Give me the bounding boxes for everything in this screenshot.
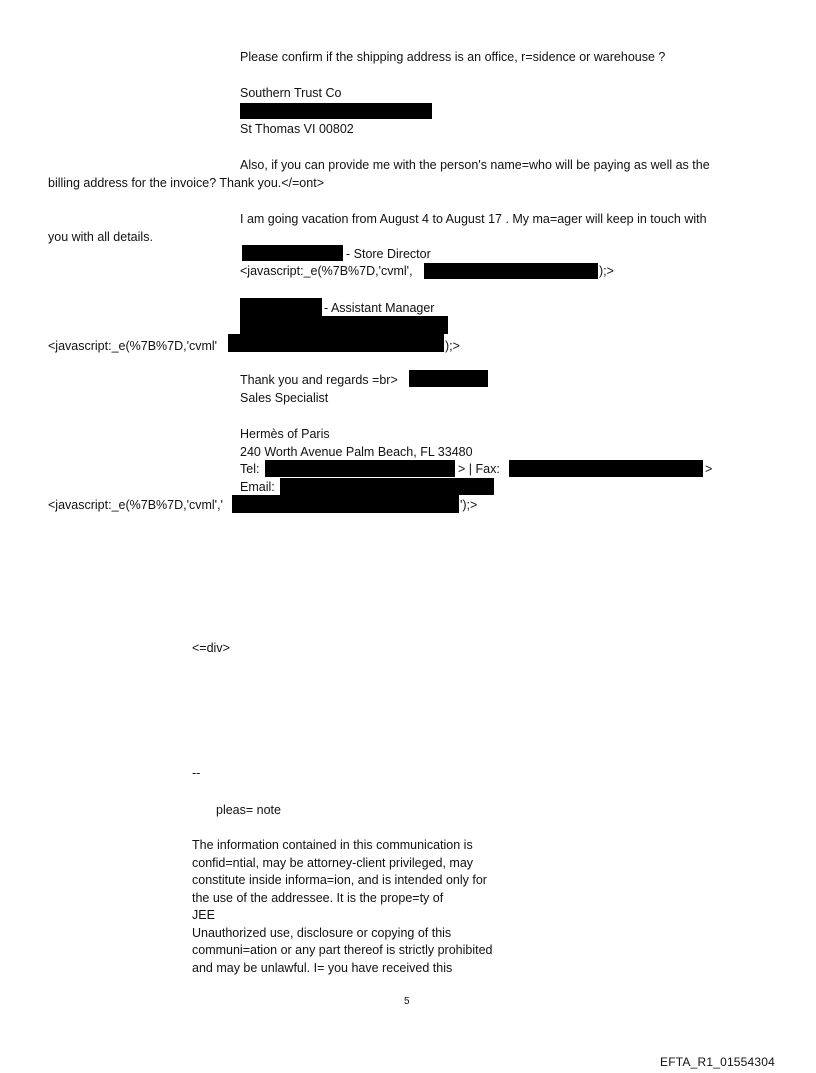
redaction-bar	[232, 495, 459, 513]
javascript-link-1: <javascript:_e(%7B%7D,'cvml',	[240, 264, 413, 278]
javascript-link-3: <javascript:_e(%7B%7D,'cvml','	[48, 498, 223, 512]
email-label: Email:	[240, 480, 275, 494]
store-director-title: - Store Director	[346, 247, 431, 261]
redaction-bar	[424, 263, 598, 279]
shipping-question: Please confirm if the shipping address is an office, r=sidence or warehouse ?	[240, 50, 666, 64]
javascript-link-2: <javascript:_e(%7B%7D,'cvml'	[48, 339, 218, 353]
fax-end: >	[705, 462, 713, 476]
disclaimer-line: constitute inside informa=ion, and is intended only for	[192, 873, 487, 887]
javascript-link-2-end: );>	[445, 339, 460, 353]
javascript-link-1-end: );>	[599, 264, 614, 278]
page-number: 5	[404, 996, 410, 1007]
closing-regards: Thank you and regards =br>	[240, 373, 398, 387]
vacation-line: I am going vacation from August 4 to August 17 . My ma=ager will keep in touch with	[240, 212, 707, 226]
disclaimer-line: JEE	[192, 908, 215, 922]
company-name: Southern Trust Co	[240, 86, 342, 100]
disclaimer-line: the use of the addressee. It is the prope=ty of	[192, 891, 444, 905]
billing-request-line: billing address for the invoice? Thank you.</=ont>	[48, 176, 324, 190]
assistant-manager-title: - Assistant Manager	[324, 301, 435, 315]
disclaimer-line: Unauthorized use, disclosure or copying of this	[192, 926, 452, 940]
redaction-bar	[240, 103, 432, 119]
redaction-bar	[509, 460, 703, 477]
payer-request-line: Also, if you can provide me with the person's name=who will be paying as well as the	[240, 158, 710, 172]
redaction-bar	[240, 316, 448, 334]
javascript-link-3-end: ');>	[460, 498, 478, 512]
redaction-bar	[409, 370, 488, 387]
redaction-bar	[280, 478, 494, 495]
div-tag: <=div>	[192, 641, 230, 655]
note-heading: pleas= note	[216, 803, 281, 817]
redaction-bar	[265, 460, 455, 477]
signature-separator: --	[192, 766, 201, 780]
store-name: Hermès of Paris	[240, 427, 330, 441]
fax-label: > | Fax:	[458, 462, 500, 476]
details-line: you with all details.	[48, 230, 153, 244]
disclaimer-line: and may be unlawful. I= you have received this	[192, 961, 453, 975]
disclaimer-line: The information contained in this communication is	[192, 838, 473, 852]
disclaimer-line: confid=ntial, may be attorney-client privileged, may	[192, 856, 474, 870]
tel-label: Tel:	[240, 462, 260, 476]
disclaimer-line: communi=ation or any part thereof is strictly prohibited	[192, 943, 493, 957]
redaction-bar	[240, 298, 322, 316]
sender-role: Sales Specialist	[240, 391, 329, 405]
store-address: 240 Worth Avenue Palm Beach, FL 33480	[240, 445, 473, 459]
company-city: St Thomas VI 00802	[240, 122, 354, 136]
document-id: EFTA_R1_01554304	[660, 1055, 776, 1069]
redaction-bar	[242, 245, 343, 261]
redaction-bar	[228, 334, 444, 352]
